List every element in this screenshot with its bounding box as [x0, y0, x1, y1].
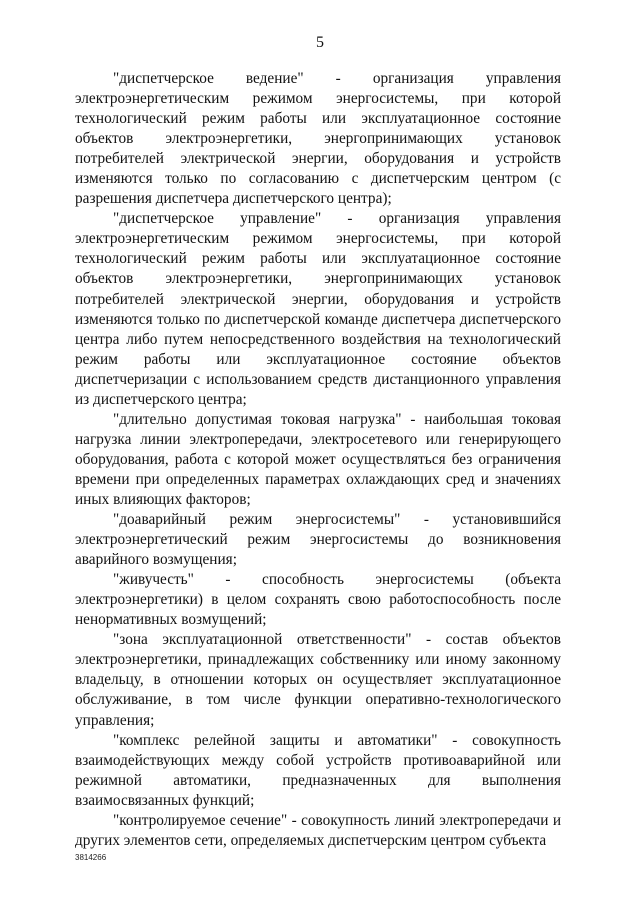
definition-survivability: "живучесть" - способность энергосистемы (объекта электроэнергетики) в целом сохранять свою работоспособность после ненормативных возмущений; [75, 571, 561, 629]
definition-dispatch-control: "диспетчерское управление" - организация управления электроэнергетическим режимом энергосистемы, при которой технологический режим работы или эксплуатационное состояние объектов электроэнергетики, энергопринимающих установок потребителей электрической энергии, оборудования и устройств изменяются только по диспетчерской команде диспетчера диспетчерского центра либо путем непосредственного воздействия на технологический режим работы или эксплуатационное состояние объектов диспетчеризации с использованием средств дистанционного управления из диспетчерского центра; [75, 210, 561, 408]
page-number: 5 [316, 34, 324, 51]
definition-relay-protection-complex: "комплекс релейной защиты и автоматики" - совокупность взаимодействующих между собой устройств противоаварийной или режимной автоматики, предназначенных для выполнения взаимосвязанных функций; [75, 731, 561, 809]
document-body [75, 69, 561, 851]
definition-dispatch-supervision: "диспетчерское ведение" - организация управления электроэнергетическим режимом энергосистемы, при которой технологический режим работы или эксплуатационное состояние объектов электроэнергетики, энергопринимающих установок потребителей электрической энергии, оборудования и устройств изменяются только по согласованию с диспетчерским центром (с разрешения диспетчера диспетчерского центра); [75, 70, 561, 208]
definition-controlled-section: "контролируемое сечение" - совокупность линий электропередачи и других элементов сети, определяемых диспетчерским центром субъекта [75, 811, 561, 849]
definition-continuous-current-load: "длительно допустимая токовая нагрузка" - наибольшая токовая нагрузка линии электропередачи, электросетевого или генерирующего оборудования, работа с которой может осуществляться без ограничения времени при определенных параметрах охлаждающих сред и значениях иных влияющих факторов; [75, 410, 561, 508]
definition-pre-emergency-mode: "доаварийный режим энергосистемы" - установившийся электроэнергетический режим энергосистемы до возникновения аварийного возмущения; [75, 511, 561, 569]
document-code: 3814266 [75, 853, 107, 862]
definition-operational-responsibility-zone: "зона эксплуатационной ответственности" - состав объектов электроэнергетики, принадлежащих собственнику или иному законному владельцу, в отношении которых он осуществляет эксплуатационное обслуживание, в том числе функции оперативно-технологического управления; [75, 631, 561, 729]
